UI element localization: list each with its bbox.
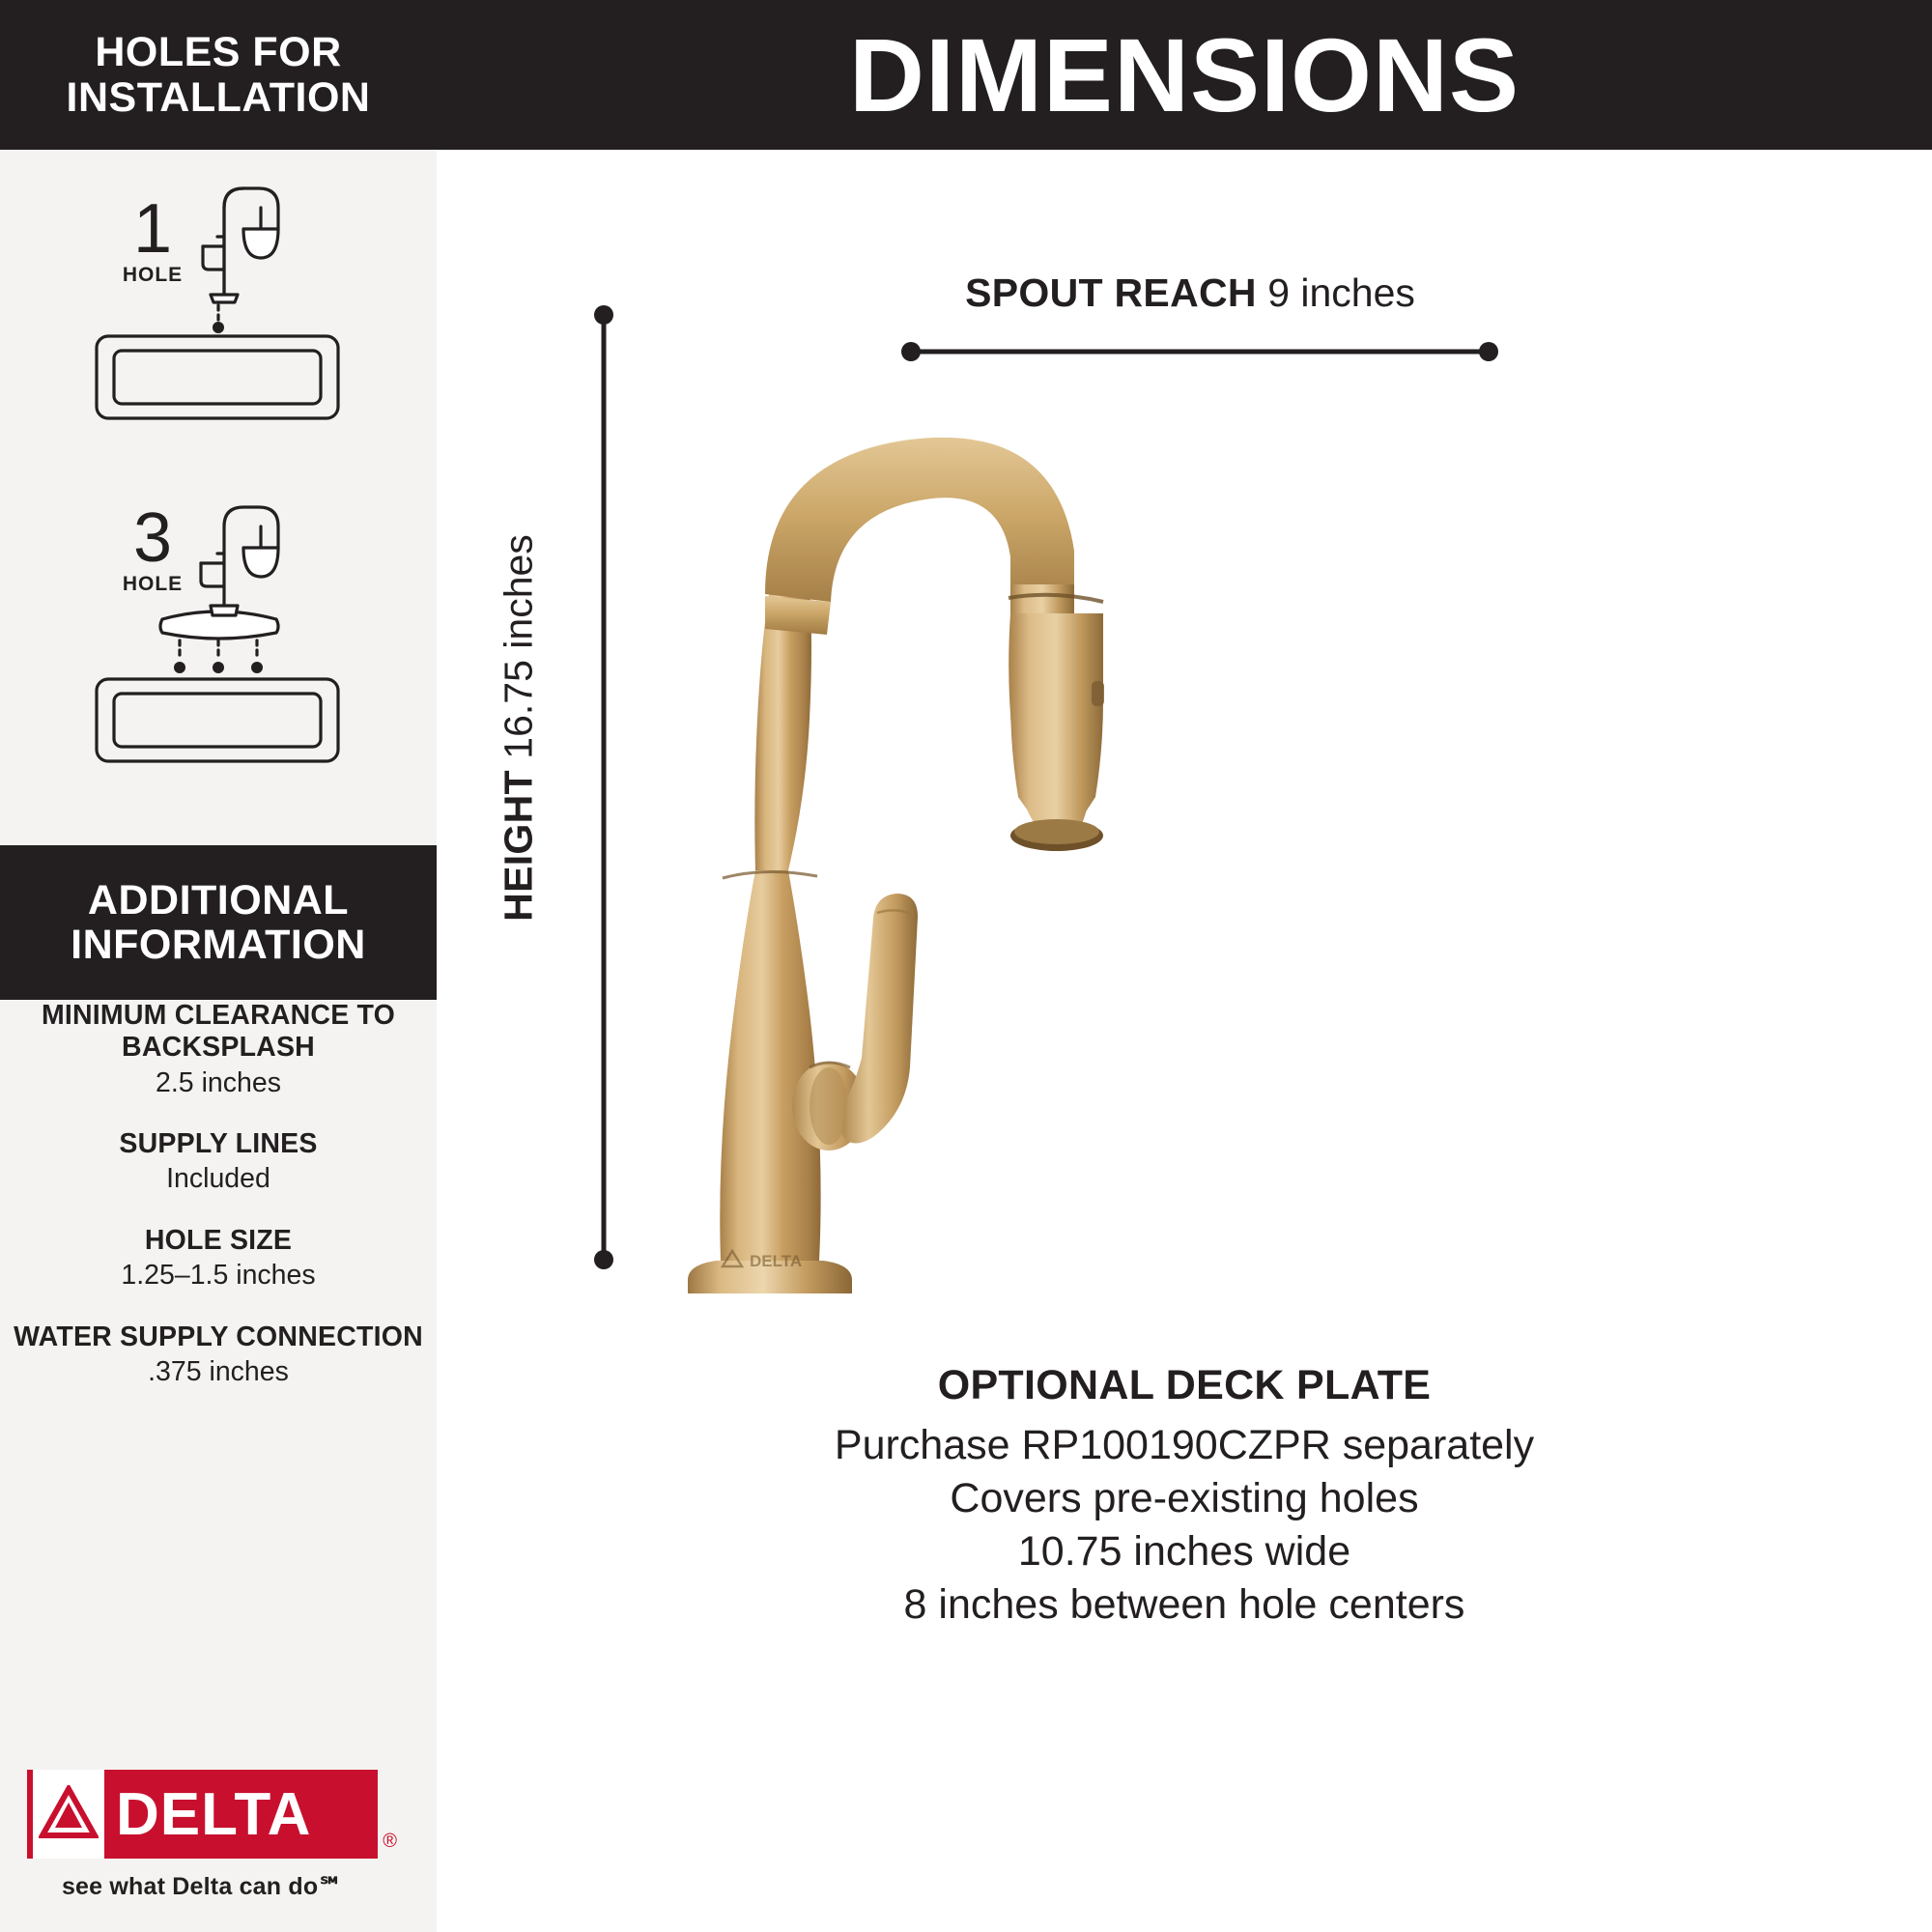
deck-plate-line-2: Covers pre-existing holes bbox=[950, 1475, 1419, 1522]
deck-plate-line-1: Purchase RP100190CZPR separately bbox=[834, 1422, 1535, 1468]
deck-plate-line-4: 8 inches between hole centers bbox=[903, 1581, 1465, 1629]
info-value: 1.25–1.5 inches bbox=[121, 1260, 316, 1292]
holes-for-installation-header bbox=[0, 0, 437, 150]
height-title: HEIGHT bbox=[496, 770, 541, 922]
delta-logo bbox=[27, 1770, 410, 1901]
dimensions-header bbox=[437, 0, 1932, 150]
info-value: .375 inches bbox=[148, 1356, 289, 1388]
delta-registered-mark: ® bbox=[383, 1831, 397, 1852]
info-label: SUPPLY LINES bbox=[119, 1127, 318, 1159]
holes-header-line2: INSTALLATION bbox=[66, 73, 371, 121]
spout-reach-title: SPOUT REACH bbox=[965, 270, 1257, 315]
optional-deck-plate-block bbox=[437, 1362, 1932, 1632]
height-label bbox=[497, 458, 542, 999]
info-item-supply-lines bbox=[0, 1128, 437, 1196]
delta-triangle-icon bbox=[33, 1770, 104, 1859]
dimensions-diagram bbox=[437, 150, 1932, 1932]
faucet-product-image bbox=[620, 295, 1335, 1338]
hole-option-1-word: HOLE bbox=[122, 264, 184, 287]
hole-option-3 bbox=[0, 497, 437, 816]
info-item-water-supply-connection bbox=[0, 1321, 437, 1389]
additional-header-line1: ADDITIONAL bbox=[87, 876, 350, 923]
info-label: WATER SUPPLY CONNECTION bbox=[14, 1321, 423, 1352]
delta-logo-bar bbox=[27, 1770, 397, 1859]
deck-plate-line-3: 10.75 inches wide bbox=[1017, 1528, 1351, 1576]
info-label: HOLE SIZE bbox=[144, 1224, 293, 1256]
info-item-hole-size bbox=[0, 1225, 437, 1293]
delta-tagline: see what Delta can do℠ bbox=[61, 1873, 344, 1900]
info-item-minimum-clearance bbox=[0, 1000, 437, 1099]
holes-header-line1: HOLES FOR bbox=[95, 29, 342, 76]
hole-option-3-number: 3 bbox=[132, 499, 173, 577]
faucet-single-hole-icon bbox=[0, 179, 437, 469]
holes-options-panel bbox=[0, 150, 437, 845]
svg-text:DELTA: DELTA bbox=[750, 1252, 803, 1270]
hole-option-1 bbox=[0, 179, 437, 478]
info-value: Included bbox=[166, 1163, 270, 1195]
spout-reach-value: 9 inches bbox=[1267, 270, 1415, 315]
faucet-three-hole-icon bbox=[0, 497, 437, 807]
delta-wordmark: DELTA bbox=[116, 1780, 312, 1848]
hole-option-3-word: HOLE bbox=[122, 573, 184, 596]
height-dimension-arrow bbox=[593, 304, 614, 1270]
additional-information-header bbox=[0, 845, 437, 1000]
info-label: MINIMUM CLEARANCE TO BACKSPLASH bbox=[41, 1000, 396, 1063]
deck-plate-title: OPTIONAL DECK PLATE bbox=[937, 1362, 1432, 1408]
height-value: 16.75 inches bbox=[496, 534, 541, 759]
hole-option-1-number: 1 bbox=[132, 190, 173, 268]
page-title: DIMENSIONS bbox=[848, 15, 1520, 133]
info-value: 2.5 inches bbox=[156, 1066, 281, 1098]
additional-header-line2: INFORMATION bbox=[71, 922, 366, 968]
additional-information-list bbox=[0, 1000, 437, 1418]
left-sidebar bbox=[0, 0, 437, 1932]
